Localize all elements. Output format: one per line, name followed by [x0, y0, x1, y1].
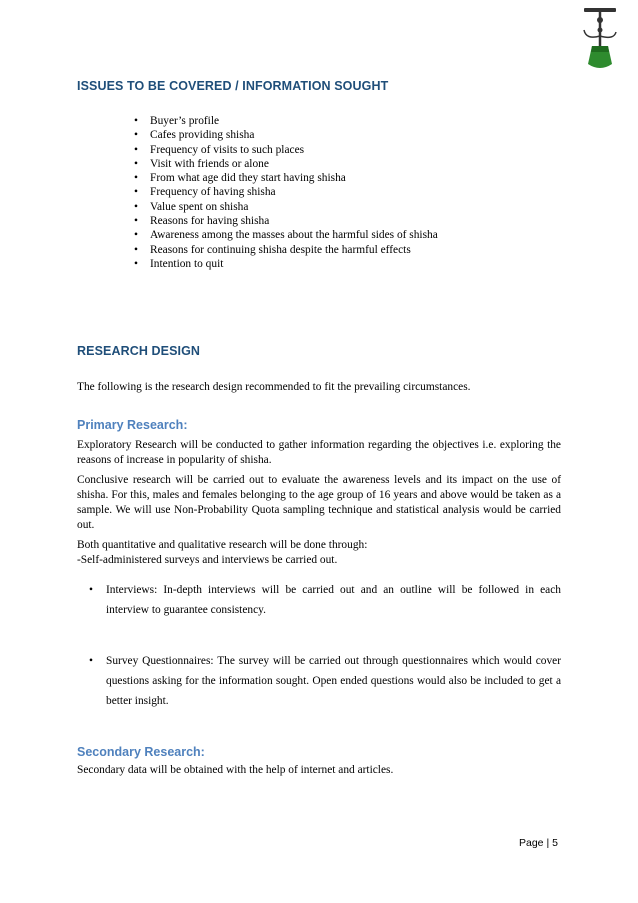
list-item: • Value spent on shisha: [134, 200, 249, 213]
secondary-paragraph: Secondary data will be obtained with the help of internet and articles.: [77, 764, 394, 776]
hookah-icon: [580, 6, 620, 72]
primary-paragraph-2: Conclusive research will be carried out to evaluate the awareness levels and its impact on the use of shisha. For this, males and females belonging to the age group of 16 years and above would be taken as a sample. We will use Non-Probability Quota sampling technique and statistical analysis would be carried out.: [77, 474, 561, 531]
research-design-intro: The following is the research design recommended to fit the prevailing circumstances.: [77, 381, 471, 393]
primary-paragraph-3-line-1: Both quantitative and qualitative research will be done through:: [77, 539, 368, 551]
list-item: • Survey Questionnaires: The survey will be carried out through questionnaires which would cover questions asking for the information sought. Open ended questions would also be included to get a better insight.: [77, 651, 561, 711]
survey-bullet: Survey Questionnaires: The survey will be carried out through questionnaires which would cover questions asking for the information sought. Open ended questions would also be included to get a better insight.: [106, 655, 561, 707]
primary-paragraph-1: Exploratory Research will be conducted to gather information regarding the objectives i.e. exploring the reasons of increase in popularity of shisha.: [77, 439, 561, 466]
page-number: Page | 5: [519, 837, 558, 849]
list-item: • Interviews: In-depth interviews will be carried out and an outline will be followed in each interview to guarantee consistency.: [77, 580, 561, 620]
list-item: • Reasons for continuing shisha despite the harmful effects: [134, 243, 411, 256]
list-item: • Buyer’s profile: [134, 115, 220, 127]
list-item: • Awareness among the masses about the harmful sides of shisha: [134, 229, 438, 242]
list-item: • From what age did they start having shisha: [134, 172, 346, 185]
primary-paragraph-3-line-2: -Self-administered surveys and interviews be carried out.: [77, 554, 338, 566]
research-design-heading: RESEARCH DESIGN: [77, 344, 201, 358]
list-item: • Frequency of visits to such places: [134, 143, 305, 156]
list-item: • Visit with friends or alone: [134, 157, 269, 170]
interviews-bullet: Interviews: In-depth interviews will be carried out and an outline will be followed in each interview to guarantee consistency.: [106, 584, 561, 616]
secondary-research-heading: Secondary Research:: [77, 745, 205, 759]
list-item: • Cafes providing shisha: [134, 129, 255, 142]
issues-list: [77, 114, 438, 271]
primary-research-heading: Primary Research:: [77, 418, 188, 432]
issues-heading: ISSUES TO BE COVERED / INFORMATION SOUGHT: [77, 79, 389, 93]
primary-paragraph-3: [77, 538, 561, 568]
list-item: • Reasons for having shisha: [134, 215, 270, 228]
list-item: • Intention to quit: [134, 257, 224, 270]
list-item: • Frequency of having shisha: [134, 186, 276, 199]
